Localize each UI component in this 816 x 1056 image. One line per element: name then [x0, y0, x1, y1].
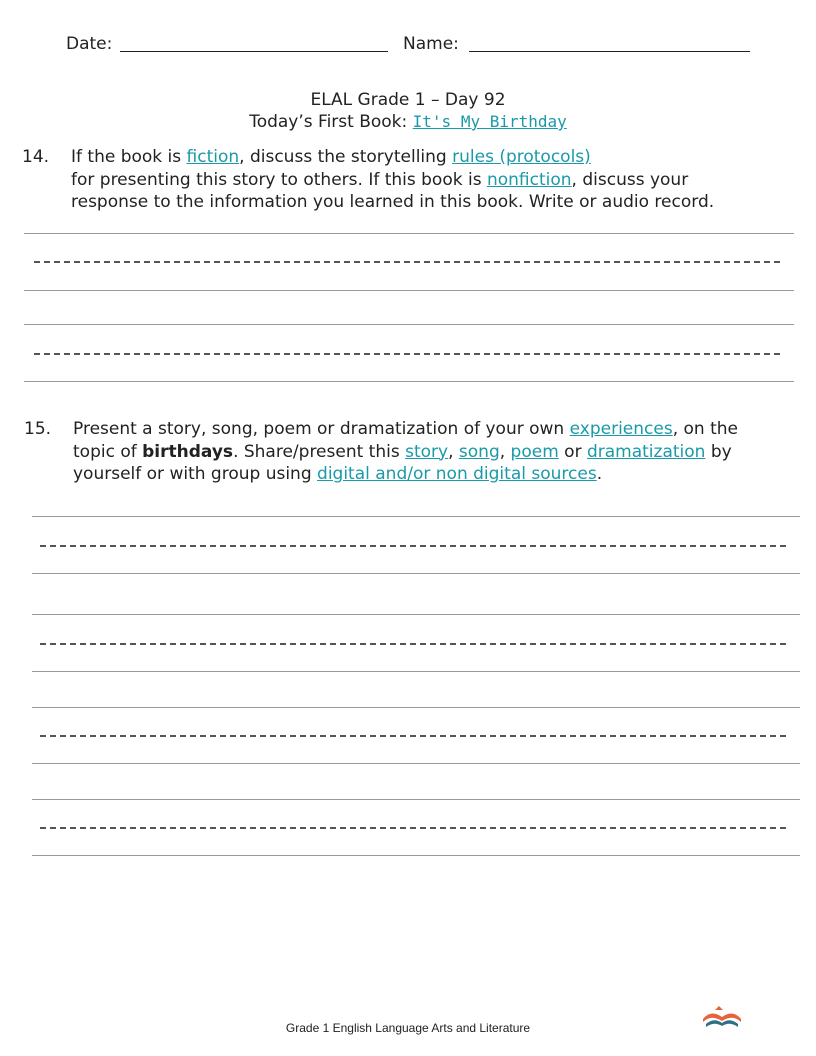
question-15-number: 15.: [24, 419, 52, 439]
rules-protocols-link[interactable]: rules (protocols): [452, 147, 591, 167]
digital-sources-link[interactable]: digital and/or non digital sources: [317, 464, 597, 484]
writing-line-solid: [24, 324, 794, 325]
writing-line-solid: [32, 516, 800, 517]
writing-line-solid: [32, 707, 800, 708]
question-15-line-1: Present a story, song, poem or dramatization of your own experiences, on the: [73, 419, 738, 439]
story-link[interactable]: story: [405, 441, 449, 462]
writing-line-solid: [32, 573, 800, 574]
dramatization-link[interactable]: dramatization: [586, 441, 706, 462]
birthdays-bold: birthdays: [142, 441, 234, 462]
writing-line-dashed: [40, 545, 786, 547]
question-14-line-2: for presenting this story to others. If this book is nonfiction, discuss your: [71, 169, 689, 190]
question-15-line-3: yourself or with group using digital and/or non digital sources.: [73, 464, 603, 484]
song-link[interactable]: song: [458, 441, 500, 462]
writing-line-solid: [24, 290, 794, 291]
writing-line-solid: [32, 614, 800, 615]
question-14-text: [71, 146, 791, 214]
writing-line-dashed: [40, 827, 786, 829]
first-book-label: Today’s First Book:: [249, 112, 413, 132]
writing-line-solid: [32, 671, 800, 672]
date-label: Date:: [66, 34, 113, 54]
page-footer: Grade 1 English Language Arts and Literature: [285, 1021, 531, 1035]
date-field[interactable]: [120, 51, 388, 52]
question-14-line-1: If the book is fiction, discuss the storytelling rules (protocols): [71, 147, 591, 167]
name-field[interactable]: [469, 51, 750, 52]
writing-line-solid: [32, 763, 800, 764]
question-14-line-3: response to the information you learned in this book. Write or audio record.: [71, 192, 715, 212]
question-15-line-2: topic of birthdays. Share/present this story, song, poem or dramatization by: [73, 441, 732, 462]
writing-line-dashed: [40, 643, 786, 645]
writing-line-solid: [24, 381, 794, 382]
question-15-text: [73, 418, 793, 486]
book-title-link[interactable]: It's My Birthday: [412, 112, 567, 131]
poem-link[interactable]: poem: [510, 441, 559, 462]
fiction-link[interactable]: fiction: [186, 147, 240, 167]
writing-line-dashed: [40, 735, 786, 737]
question-14-number: 14.: [22, 147, 50, 167]
lesson-title: ELAL Grade 1 – Day 92: [310, 90, 506, 110]
experiences-link[interactable]: experiences: [569, 419, 673, 439]
writing-line-solid: [24, 233, 794, 234]
nonfiction-link[interactable]: nonfiction: [486, 169, 572, 190]
writing-line-solid: [32, 855, 800, 856]
writing-line-dashed: [34, 353, 780, 355]
name-label: Name:: [403, 34, 459, 54]
writing-line-solid: [32, 799, 800, 800]
first-book-line: [0, 112, 816, 132]
writing-line-dashed: [34, 261, 780, 263]
open-book-logo-icon: [700, 1005, 744, 1031]
